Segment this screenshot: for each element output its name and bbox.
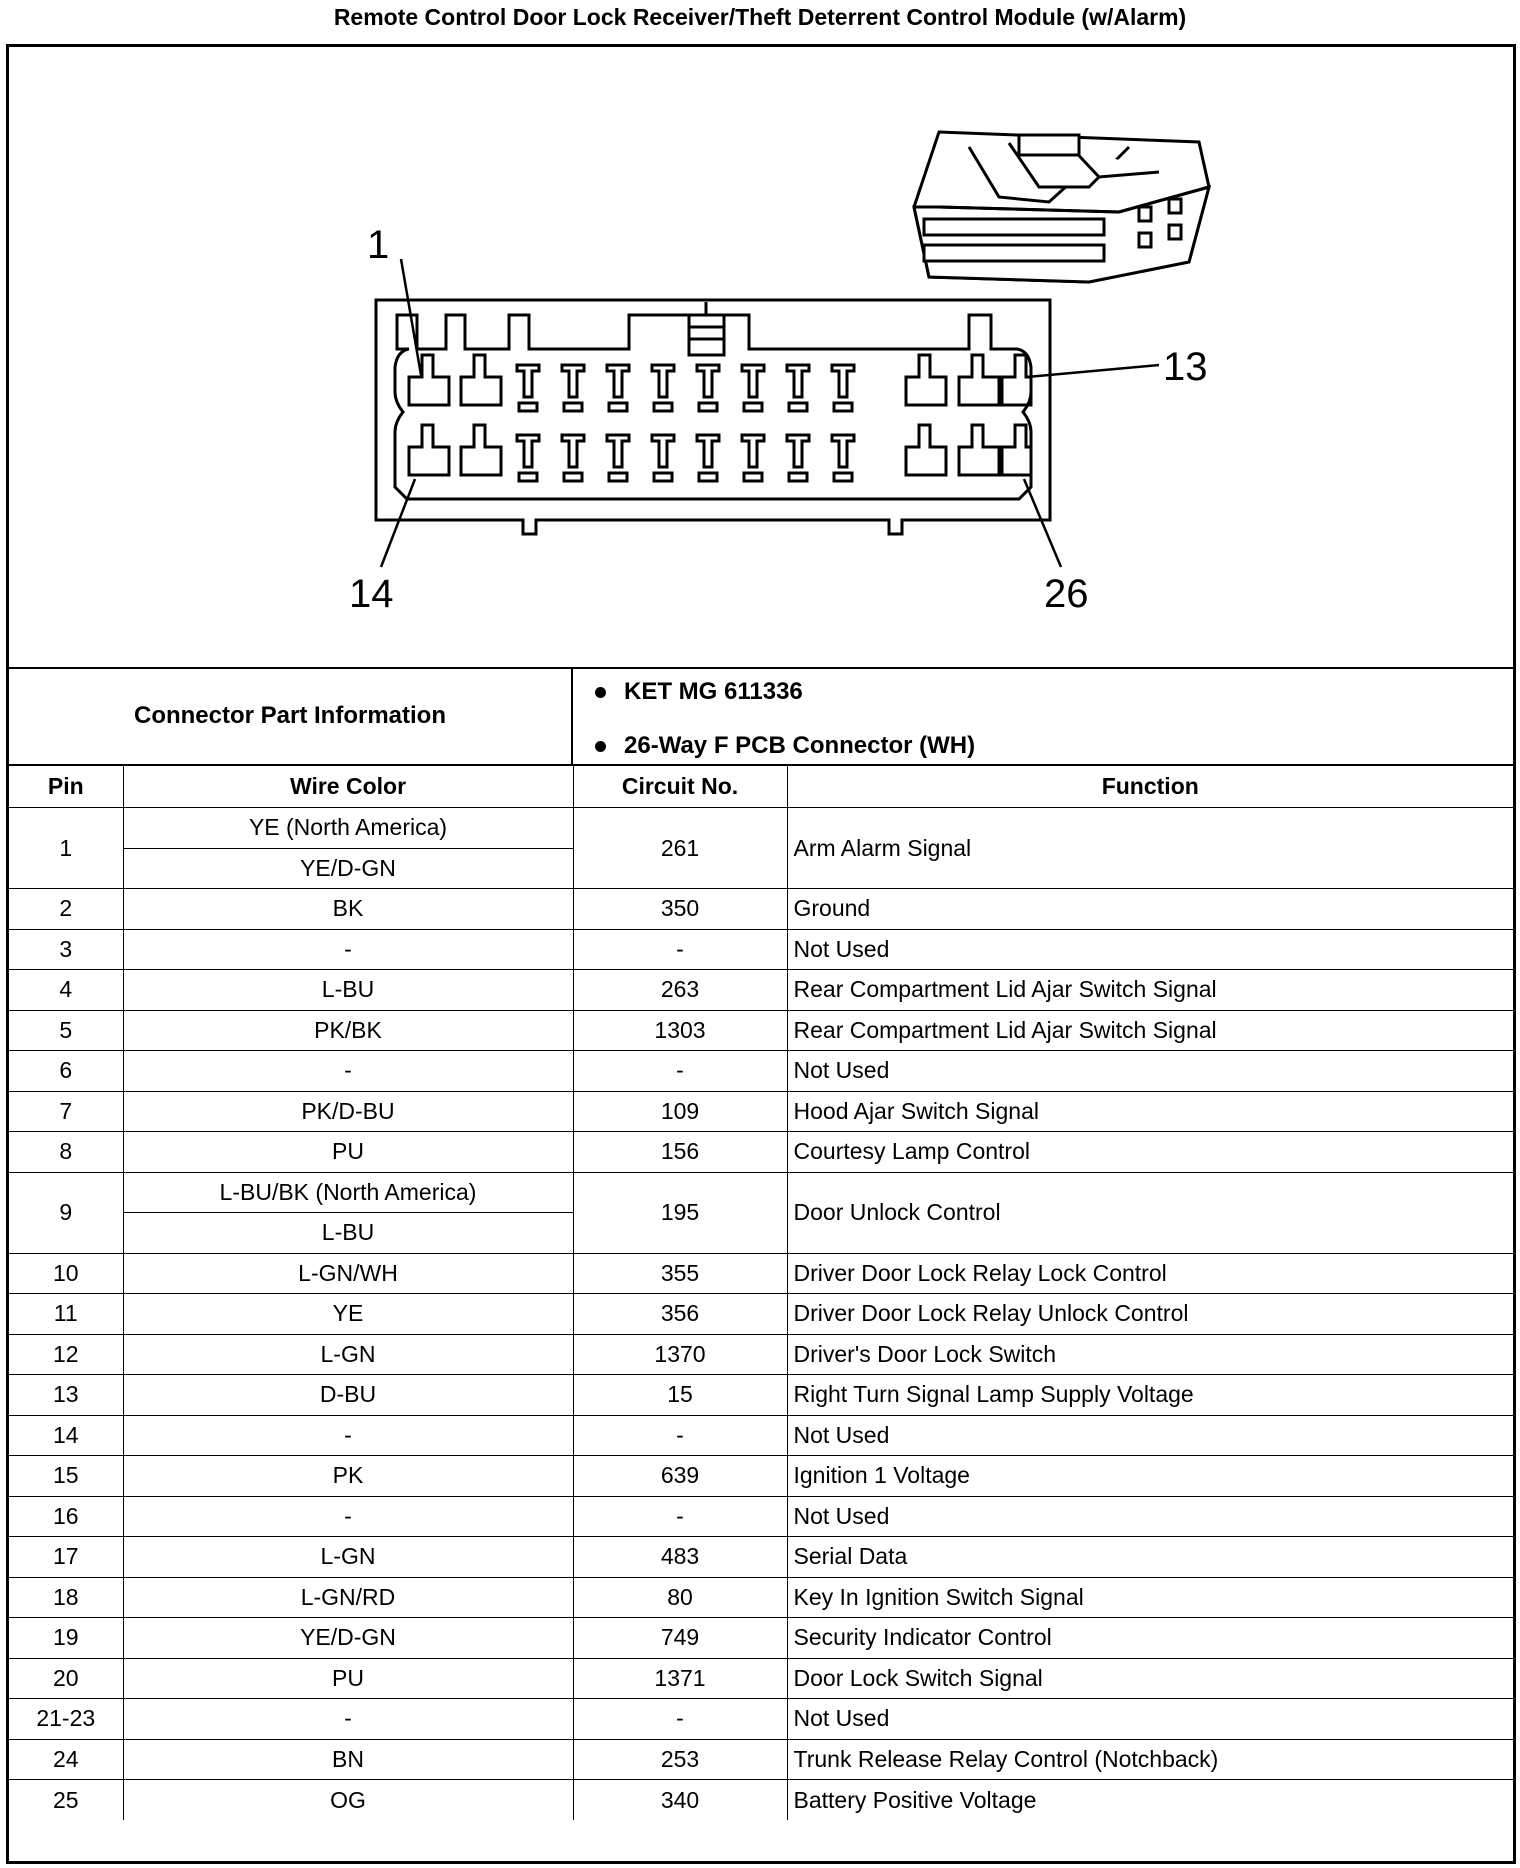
function-cell: Not Used: [787, 929, 1513, 970]
function-cell: Rear Compartment Lid Ajar Switch Signal: [787, 970, 1513, 1011]
header-function: Function: [787, 765, 1513, 808]
wire-color-cell: -: [123, 1496, 573, 1537]
circuit-cell: 1371: [573, 1658, 787, 1699]
bullet-icon: [595, 687, 606, 698]
table-row: [9, 1172, 1513, 1213]
wire-color-cell: PK: [123, 1456, 573, 1497]
pin-label-14: 14: [349, 572, 394, 616]
circuit-cell: -: [573, 1051, 787, 1092]
wire-color-cell: PK/BK: [123, 1010, 573, 1051]
function-cell: Not Used: [787, 1415, 1513, 1456]
pin-cell: 21-23: [9, 1699, 123, 1740]
pin-cell: 2: [9, 889, 123, 930]
wire-color-cell: -: [123, 1415, 573, 1456]
circuit-cell: 261: [573, 808, 787, 889]
circuit-cell: -: [573, 1415, 787, 1456]
leader-pin-13: [1027, 365, 1159, 377]
pin-cell: 6: [9, 1051, 123, 1092]
pin-cell: 24: [9, 1739, 123, 1780]
table-row: [9, 929, 1513, 970]
wire-color-cell: L-BU: [123, 970, 573, 1011]
function-cell: Arm Alarm Signal: [787, 808, 1513, 889]
circuit-cell: 80: [573, 1577, 787, 1618]
table-row: [9, 808, 1513, 849]
circuit-cell: 195: [573, 1172, 787, 1253]
table-row: [9, 1294, 1513, 1335]
pin-cell: 18: [9, 1577, 123, 1618]
pin-cell: 25: [9, 1780, 123, 1821]
circuit-cell: 340: [573, 1780, 787, 1821]
circuit-cell: 483: [573, 1537, 787, 1578]
function-cell: Trunk Release Relay Control (Notchback): [787, 1739, 1513, 1780]
circuit-cell: 253: [573, 1739, 787, 1780]
pin-cell: 14: [9, 1415, 123, 1456]
table-row: [9, 1699, 1513, 1740]
table-row: [9, 1739, 1513, 1780]
function-cell: Right Turn Signal Lamp Supply Voltage: [787, 1375, 1513, 1416]
table-row: [9, 1496, 1513, 1537]
wire-color-cell: L-BU: [123, 1213, 573, 1254]
function-cell: Not Used: [787, 1051, 1513, 1092]
wire-color-cell: L-GN: [123, 1537, 573, 1578]
pin-cell: 13: [9, 1375, 123, 1416]
table-row: [9, 1253, 1513, 1294]
table-row: [9, 889, 1513, 930]
table-row: [9, 1618, 1513, 1659]
circuit-cell: 1303: [573, 1010, 787, 1051]
pin-cell: 19: [9, 1618, 123, 1659]
circuit-cell: 355: [573, 1253, 787, 1294]
header-pin: Pin: [9, 765, 123, 808]
pin-table: [9, 764, 1513, 1820]
function-cell: Door Unlock Control: [787, 1172, 1513, 1253]
table-row: [9, 1456, 1513, 1497]
wire-color-cell: YE/D-GN: [123, 848, 573, 889]
circuit-cell: -: [573, 1699, 787, 1740]
circuit-cell: 15: [573, 1375, 787, 1416]
function-cell: Battery Positive Voltage: [787, 1780, 1513, 1821]
wire-color-cell: PU: [123, 1132, 573, 1173]
function-cell: Courtesy Lamp Control: [787, 1132, 1513, 1173]
function-cell: Driver Door Lock Relay Unlock Control: [787, 1294, 1513, 1335]
connector-sheet: [6, 44, 1516, 1864]
function-cell: Key In Ignition Switch Signal: [787, 1577, 1513, 1618]
circuit-cell: 639: [573, 1456, 787, 1497]
wire-color-cell: L-GN/WH: [123, 1253, 573, 1294]
table-row: [9, 1375, 1513, 1416]
pin-cell: 3: [9, 929, 123, 970]
wire-color-cell: -: [123, 1051, 573, 1092]
pin-cell: 15: [9, 1456, 123, 1497]
wire-color-cell: D-BU: [123, 1375, 573, 1416]
circuit-cell: 263: [573, 970, 787, 1011]
pin-cell: 7: [9, 1091, 123, 1132]
wire-color-cell: BN: [123, 1739, 573, 1780]
pin-cell: 4: [9, 970, 123, 1011]
connector-isometric-illustration: [914, 132, 1209, 282]
circuit-cell: 749: [573, 1618, 787, 1659]
table-row: [9, 1415, 1513, 1456]
wire-color-cell: -: [123, 1699, 573, 1740]
connector-part-information: [9, 667, 1513, 766]
connector-info-item: KET MG 611336: [595, 677, 975, 707]
function-cell: Not Used: [787, 1496, 1513, 1537]
wire-color-cell: YE/D-GN: [123, 1618, 573, 1659]
pin-label-1: 1: [367, 223, 390, 267]
function-cell: Driver Door Lock Relay Lock Control: [787, 1253, 1513, 1294]
table-row: [9, 1780, 1513, 1821]
function-cell: Driver's Door Lock Switch: [787, 1334, 1513, 1375]
wire-color-cell: BK: [123, 889, 573, 930]
connector-face: [376, 300, 1050, 534]
pin-cell: 16: [9, 1496, 123, 1537]
table-row: [9, 1334, 1513, 1375]
bullet-icon: [595, 741, 606, 752]
header-wire-color: Wire Color: [123, 765, 573, 808]
wire-color-cell: OG: [123, 1780, 573, 1821]
pin-cell: 8: [9, 1132, 123, 1173]
wire-color-cell: PU: [123, 1658, 573, 1699]
pin-cell: 5: [9, 1010, 123, 1051]
circuit-cell: -: [573, 929, 787, 970]
pin-cell: 20: [9, 1658, 123, 1699]
header-circuit: Circuit No.: [573, 765, 787, 808]
leader-pin-14: [381, 479, 415, 567]
pin-table-body: [9, 808, 1513, 1821]
pin-cell: 17: [9, 1537, 123, 1578]
circuit-cell: -: [573, 1496, 787, 1537]
wire-color-cell: L-BU/BK (North America): [123, 1172, 573, 1213]
pin-cell: 12: [9, 1334, 123, 1375]
wire-color-cell: YE: [123, 1294, 573, 1335]
function-cell: Serial Data: [787, 1537, 1513, 1578]
circuit-cell: 350: [573, 889, 787, 930]
function-cell: Rear Compartment Lid Ajar Switch Signal: [787, 1010, 1513, 1051]
wire-color-cell: L-GN: [123, 1334, 573, 1375]
function-cell: Security Indicator Control: [787, 1618, 1513, 1659]
pin-label-26: 26: [1044, 572, 1089, 616]
wire-color-cell: YE (North America): [123, 808, 573, 849]
connector-info-label: Connector Part Information: [9, 667, 573, 764]
function-cell: Hood Ajar Switch Signal: [787, 1091, 1513, 1132]
table-row: [9, 1010, 1513, 1051]
connector-diagram: [9, 47, 1513, 669]
connector-info-item: 26-Way F PCB Connector (WH): [595, 731, 975, 761]
table-row: [9, 1577, 1513, 1618]
circuit-cell: 109: [573, 1091, 787, 1132]
pin-cell: 9: [9, 1172, 123, 1253]
table-row: [9, 970, 1513, 1011]
connector-cavities-bottom: [409, 425, 1031, 481]
wire-color-cell: L-GN/RD: [123, 1577, 573, 1618]
table-row: [9, 1658, 1513, 1699]
function-cell: Ground: [787, 889, 1513, 930]
table-row: [9, 1091, 1513, 1132]
pin-cell: 10: [9, 1253, 123, 1294]
table-row: [9, 1132, 1513, 1173]
function-cell: Door Lock Switch Signal: [787, 1658, 1513, 1699]
wire-color-cell: PK/D-BU: [123, 1091, 573, 1132]
circuit-cell: 1370: [573, 1334, 787, 1375]
function-cell: Not Used: [787, 1699, 1513, 1740]
pin-cell: 1: [9, 808, 123, 889]
wire-color-cell: -: [123, 929, 573, 970]
function-cell: Ignition 1 Voltage: [787, 1456, 1513, 1497]
leader-pin-26: [1024, 479, 1061, 567]
connector-face-drawing: [9, 47, 1513, 667]
page-title: Remote Control Door Lock Receiver/Theft Deterrent Control Module (w/Alarm): [333, 4, 1187, 30]
circuit-cell: 356: [573, 1294, 787, 1335]
connector-cavities-top: [409, 355, 1031, 411]
pin-label-13: 13: [1163, 345, 1208, 389]
pin-table-header: [9, 765, 1513, 808]
circuit-cell: 156: [573, 1132, 787, 1173]
table-row: [9, 1537, 1513, 1578]
table-row: [9, 1051, 1513, 1092]
pin-cell: 11: [9, 1294, 123, 1335]
